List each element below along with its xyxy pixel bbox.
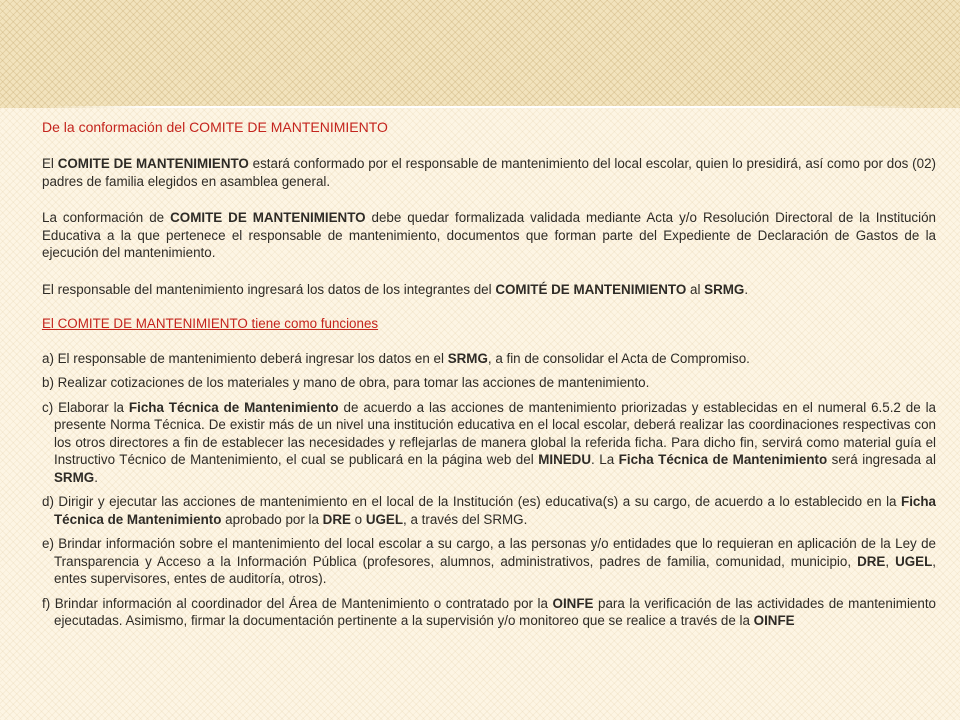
function-item-f: f) Brindar información al coordinador del Área de Mantenimiento o contratado por la OINFE para la verificación de las actividades de mantenimiento ejecutadas. Asimismo, firmar la documentación pertinente a la supervisión y/o monitoreo que se realice a través de la OINFE [42, 595, 936, 628]
paragraph-composition: El COMITE DE MANTENIMIENTO estará conformado por el responsable de mantenimiento del local escolar, quien lo presidirá, así como por dos (02) padres de familia elegidos en asamblea general. [42, 156, 936, 189]
function-item-a: a) El responsable de mantenimiento deberá ingresar los datos en el SRMG, a fin de consolidar el Acta de Compromiso. [42, 350, 750, 366]
function-item-c: c) Elaborar la Ficha Técnica de Mantenimiento de acuerdo a las acciones de mantenimiento priorizadas y establecidas en el numeral 6.5.2 de la presente Norma Técnica. De existir más de un nivel una institución educativa en el local escolar, deberá realizar las coordinaciones respectivas con los otros directores a fin de establecer las necesidades y reflejarlas de manera global la referida ficha. Para dicho fin, servirá como material guía el Instructivo Técnico de Mantenimiento, el cual se publicará en la página web del MINEDU. La Ficha Técnica de Mantenimiento será ingresada al SRMG. [42, 399, 936, 485]
header-divider [48, 106, 916, 108]
paragraph-formalization: La conformación de COMITE DE MANTENIMIENTO debe quedar formalizada validada mediante Acta y/o Resolución Directoral de la Institución Educativa a la que pertenece el responsable de mantenimiento, documentos que forman parte del Expediente de Declaración de Gastos de la ejecución del mantenimiento. [42, 210, 936, 260]
function-item-b: b) Realizar cotizaciones de los materiales y mano de obra, para tomar las acciones de mantenimiento. [42, 375, 650, 390]
slide-content [42, 118, 936, 637]
paragraph-registration: El responsable del mantenimiento ingresará los datos de los integrantes del COMITÉ DE MANTENIMIENTO al SRMG. [42, 281, 749, 297]
slide-title: De la conformación del COMITE DE MANTENIMIENTO [42, 119, 388, 135]
function-item-e: e) Brindar información sobre el mantenimiento del local escolar a su cargo, a las personas y/o entidades que lo requieran en aplicación de la Ley de Transparencia y Acceso a la Información Pública (profesores, alumnos, administrativos, padres de familia, comunidad, municipio, DRE, UGEL, entes supervisores, entes de auditoría, otros). [42, 536, 936, 586]
function-item-d: d) Dirigir y ejecutar las acciones de mantenimiento en el local de la Institución (es) educativa(s) a su cargo, de acuerdo a lo establecido en la Ficha Técnica de Mantenimiento aprobado por la DRE o UGEL, a través del SRMG. [42, 494, 936, 527]
functions-heading: El COMITE DE MANTENIMIENTO tiene como funciones [42, 316, 379, 331]
header-band [0, 0, 960, 108]
